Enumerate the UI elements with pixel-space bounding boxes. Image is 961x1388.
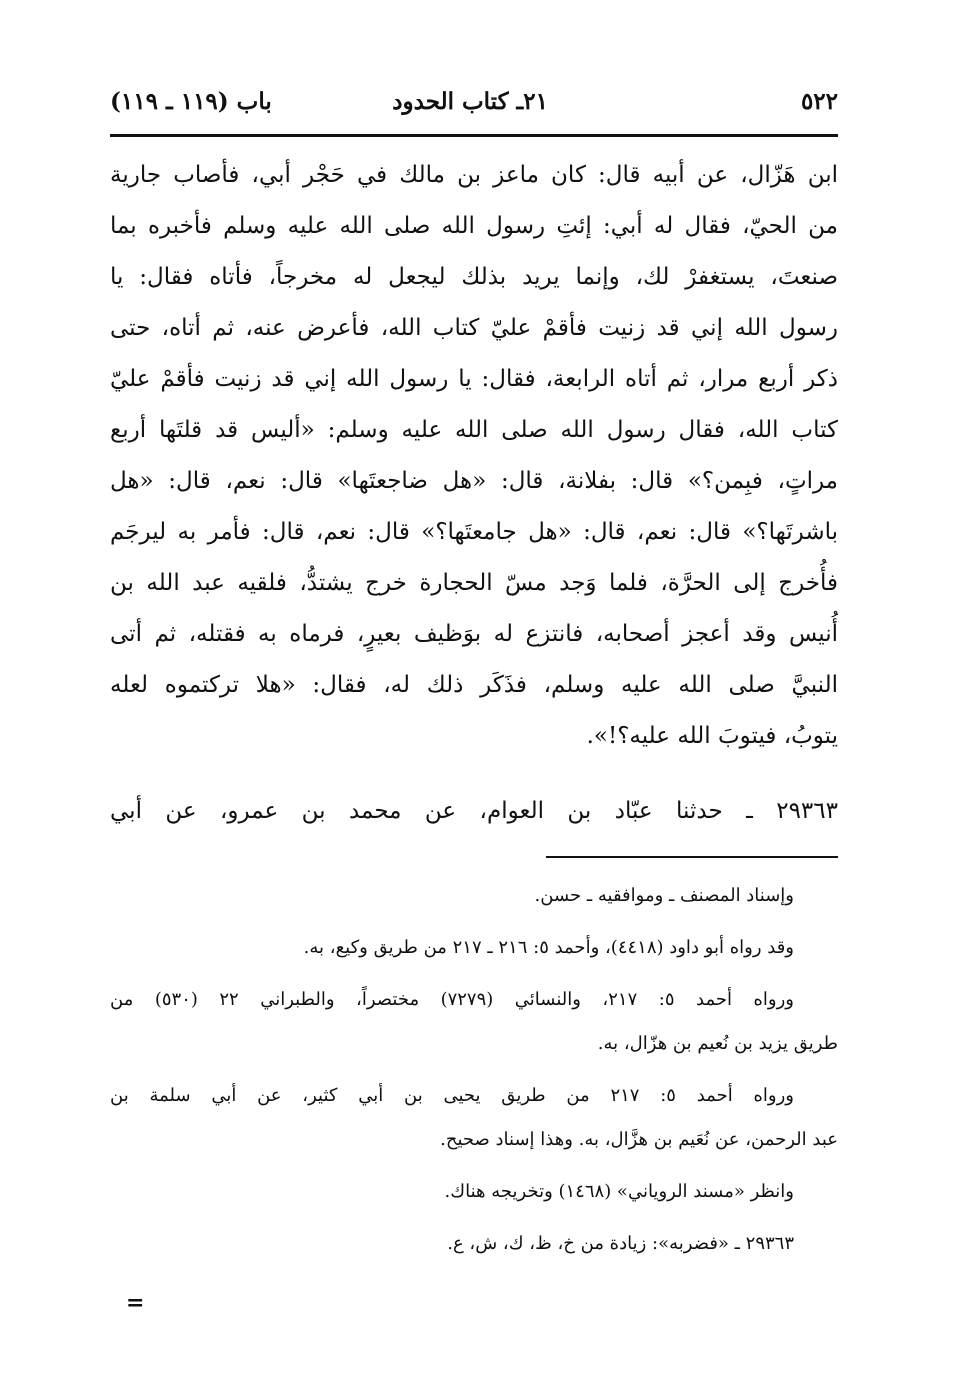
continuation-mark: = bbox=[126, 1290, 145, 1316]
footnote-line: ورواه أحمد ٥: ٢١٧ من طريق يحيى بن أبي كثير، عن أبي سلمة بن bbox=[110, 1085, 794, 1106]
text-line: النبيَّ صلى الله عليه وسلم، فذَكَر ذلك له، فقال: «هلا تركتموه لعله bbox=[110, 672, 838, 698]
text-line: رسول الله إني قد زنيت فأقمْ عليّ كتاب الله، فأعرض عنه، ثم أتاه، حتى bbox=[110, 315, 838, 341]
footnote-line: ورواه أحمد ٥: ٢١٧، والنسائي (٧٢٧٩) مختصراً، والطبراني ٢٢ (٥٣٠) من bbox=[110, 989, 794, 1010]
chapter-title: باب (١١٩ ـ ١١٩) bbox=[110, 88, 272, 115]
text-line: أُنيس وقد أعجز أصحابه، فانتزع له بوَظيف بعيرٍ، فرماه به فقتله، ثم أتى bbox=[110, 621, 838, 647]
text-line: كتاب الله، فقال رسول الله صلى الله عليه وسلم: «أليس قد قلتَها أربع bbox=[110, 417, 838, 443]
header-divider bbox=[110, 134, 838, 137]
footnote-divider bbox=[546, 856, 838, 858]
text-line: صنعتَ، يستغفرْ لك، وإنما يريد بذلك ليجعل له مخرجاً، فأتاه فقال: يا bbox=[110, 264, 838, 290]
footnote-line: عبد الرحمن، عن نُعَيم بن هزَّال، به. وهذا إسناد صحيح. bbox=[440, 1129, 838, 1150]
next-hadith-line: ٢٩٣٦٣ ـ حدثنا عبّاد بن العوام، عن محمد بن عمرو، عن أبي bbox=[110, 798, 838, 824]
footnote-line: وانظر «مسند الروياني» (١٤٦٨) وتخريجه هناك. bbox=[444, 1181, 794, 1202]
main-text bbox=[110, 150, 838, 762]
footnote-line: وقد رواه أبو داود (٤٤١٨)، وأحمد ٥: ٢١٦ ـ ٢١٧ من طريق وكيع، به. bbox=[303, 937, 794, 958]
page-number: ٥٢٢ bbox=[800, 88, 838, 115]
text-line: فأُخرج إلى الحرَّة، فلما وَجد مسّ الحجارة خرج يشتدُّ، فلقيه عبد الله بن bbox=[110, 570, 838, 596]
book-title: ٢١ـ كتاب الحدود bbox=[392, 88, 548, 115]
text-line: ذكر أربع مرار، ثم أتاه الرابعة، فقال: يا رسول الله إني قد زنيت فأقمْ عليّ bbox=[110, 366, 838, 392]
page-header bbox=[110, 88, 838, 128]
text-line: ابن هَزّال، عن أبيه قال: كان ماعز بن مالك في حَجْر أبي، فأصاب جارية bbox=[110, 162, 838, 188]
footnote-line: ٢٩٣٦٣ ـ «فضربه»: زيادة من خ، ظ، ك، ش، ع. bbox=[447, 1233, 794, 1254]
footnote-line: وإسناد المصنف ـ وموافقيه ـ حسن. bbox=[534, 885, 794, 906]
footnote-line: طريق يزيد بن نُعيم بن هزّال، به. bbox=[597, 1033, 838, 1054]
text-line: مراتٍ، فبِمن؟» قال: بفلانة، قال: «هل ضاجعتَها» قال: نعم، قال: «هل bbox=[110, 468, 838, 494]
footnotes bbox=[110, 874, 838, 1266]
text-line: باشرتَها؟» قال: نعم، قال: «هل جامعتَها؟» قال: نعم، قال: فأمر به ليرجَم bbox=[110, 519, 838, 545]
text-line: يتوبُ، فيتوبَ الله عليه؟!». bbox=[586, 723, 838, 749]
text-line: من الحيّ، فقال له أبي: إئتِ رسول الله صلى الله عليه وسلم فأخبره بما bbox=[110, 213, 838, 239]
